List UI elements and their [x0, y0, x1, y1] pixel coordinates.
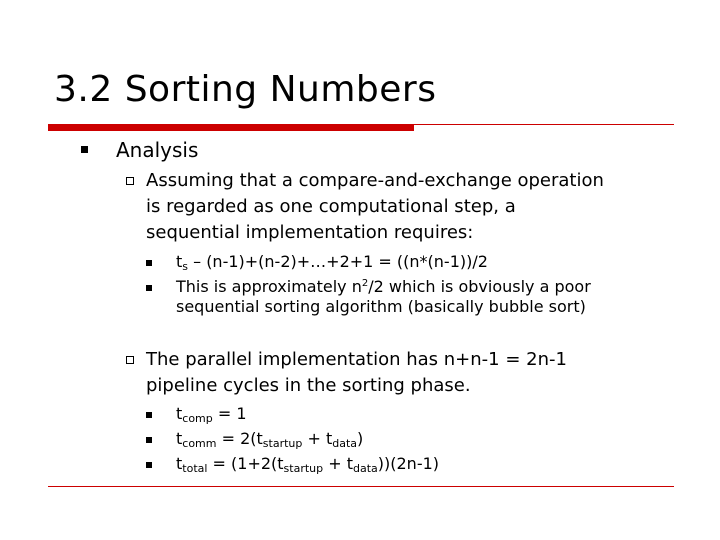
bullet-square-icon: [81, 146, 88, 153]
approximation-note-line2: sequential sorting algorithm (basically bubble sort): [176, 297, 586, 316]
point-a-line1: Assuming that a compare-and-exchange operation: [146, 170, 604, 191]
point-a-line3: sequential implementation requires:: [146, 222, 474, 243]
point-b-line2: pipeline cycles in the sorting phase.: [146, 375, 471, 396]
title-underline-red: [48, 124, 414, 131]
bullet-small-square-icon: [146, 462, 152, 468]
analysis-heading: Analysis: [116, 138, 199, 162]
bottom-rule: [48, 486, 674, 487]
sequential-time-formula: $t_s$ – (n-1)+(n-2)+…+2+1 = ((n*(n-1))/2: [176, 252, 488, 273]
slide-title: 3.2 Sorting Numbers: [54, 69, 437, 110]
bullet-hollow-square-icon: [126, 177, 134, 185]
tcomp-formula: $t_{comp} = 1$: [176, 404, 247, 425]
bullet-small-square-icon: [146, 285, 152, 291]
point-b-line1: The parallel implementation has n+n-1 = 2n-1: [146, 349, 567, 370]
ttotal-formula: $t_{total} = (1+2(t_{startup} + t_{data}))(2n-1)$: [176, 454, 440, 475]
bullet-small-square-icon: [146, 437, 152, 443]
bullet-small-square-icon: [146, 412, 152, 418]
title-underline-thin: [48, 124, 674, 125]
point-a-line2: is regarded as one computational step, a: [146, 196, 516, 217]
bullet-hollow-square-icon: [126, 356, 134, 364]
approximation-note: This is approximately $n^2/2$ which is obviously a poor: [176, 277, 591, 296]
tcomm-formula: $t_{comm} = 2(t_{startup} + t_{data})$: [176, 429, 364, 450]
bullet-small-square-icon: [146, 260, 152, 266]
